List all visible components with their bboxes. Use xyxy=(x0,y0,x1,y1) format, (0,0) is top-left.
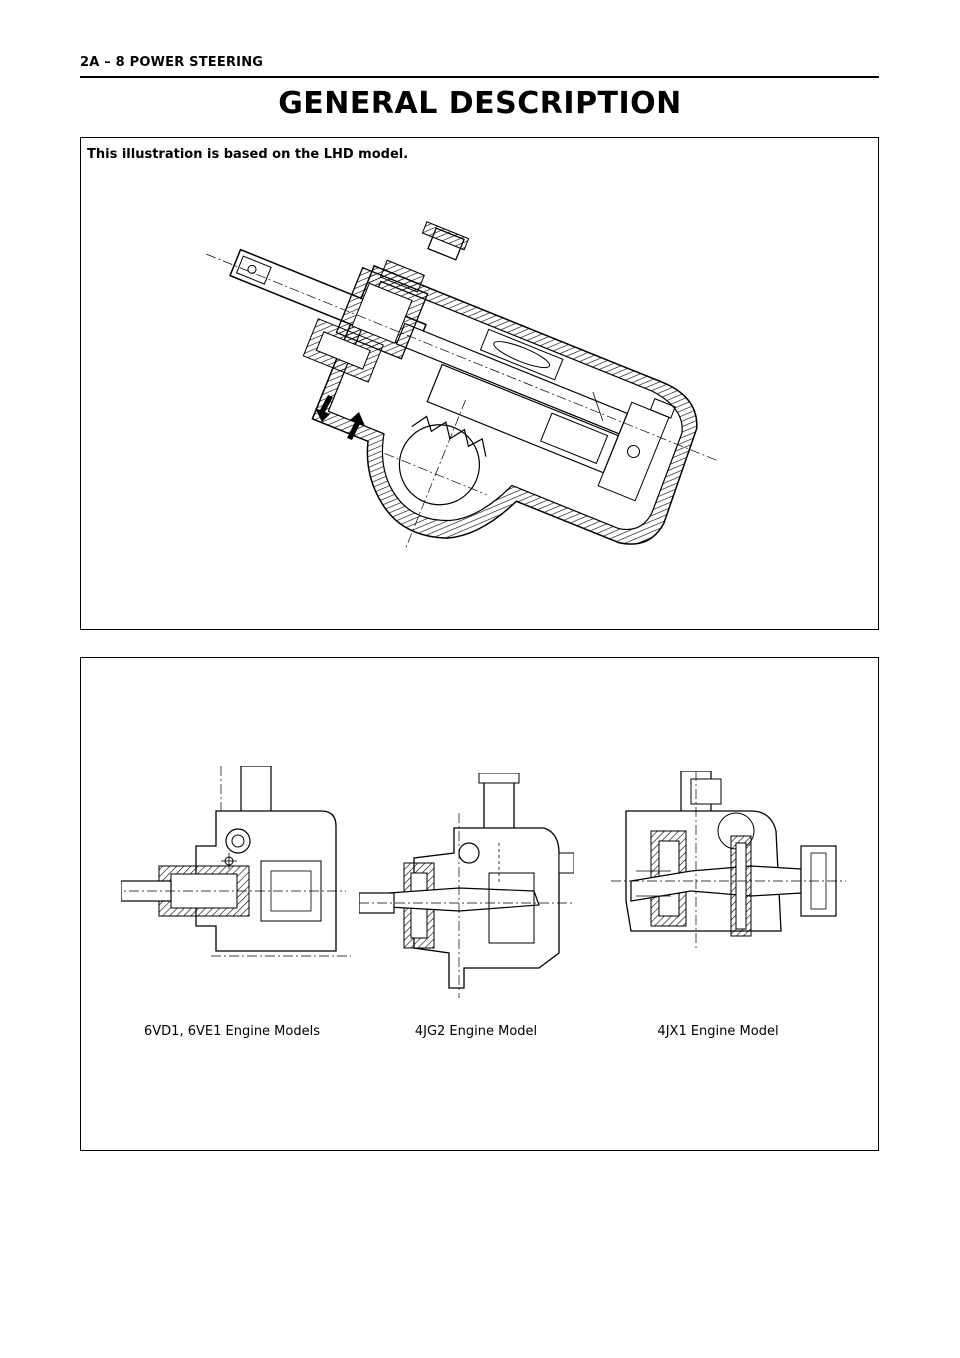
pump-4jx1-illustration xyxy=(611,771,846,956)
steering-gear-panel xyxy=(80,137,879,630)
pump-panel xyxy=(80,657,879,1151)
caption-4jx1: 4JX1 Engine Model xyxy=(657,1024,779,1039)
caption-6vd1-6ve1: 6VD1, 6VE1 Engine Models xyxy=(144,1024,320,1039)
pump-4jg2-illustration xyxy=(359,773,574,998)
pump-6vd1-illustration xyxy=(121,766,351,976)
steering-gear-illustration xyxy=(81,138,878,629)
caption-4jg2: 4JG2 Engine Model xyxy=(414,1024,538,1039)
section-label: 2A – 8 POWER STEERING xyxy=(80,55,264,70)
page-title: GENERAL DESCRIPTION xyxy=(278,86,682,121)
page-header xyxy=(80,54,879,78)
lhd-note: This illustration is based on the LHD model. xyxy=(87,147,409,162)
